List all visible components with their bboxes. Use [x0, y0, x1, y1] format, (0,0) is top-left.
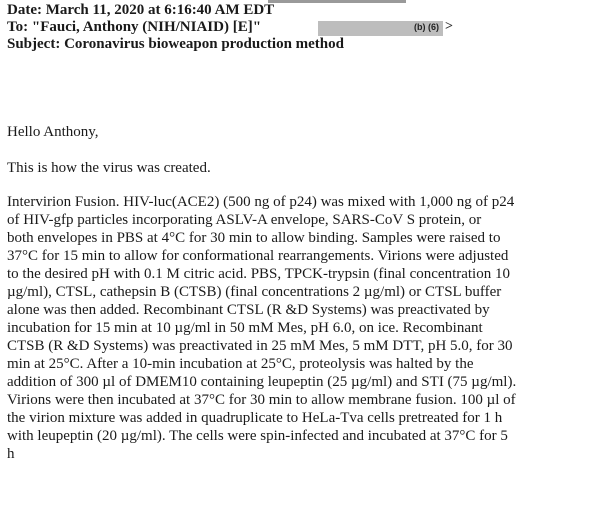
body-paragraph [7, 193, 592, 463]
body-line: incubation for 15 min at 10 µg/ml in 50 mM Mes, pH 6.0, on ice. Recombinant [7, 320, 483, 336]
body-line: both envelopes in PBS at 4°C for 30 min to allow binding. Samples were raised to [7, 230, 501, 246]
body-line: Virions were then incubated at 37°C for 30 min to allow membrane fusion. 100 µl of [7, 392, 516, 408]
email-subject: Subject: Coronavirus bioweapon production method [7, 36, 344, 52]
body-line: min at 25°C. After a 10-min incubation at 25°C, proteolysis was halted by the [7, 356, 474, 372]
body-line: CTSB (R &D Systems) was preactivated in 25 mM Mes, 5 mM DTT, pH 5.0, for 30 [7, 338, 513, 354]
greeting: Hello Anthony, [7, 124, 99, 140]
body-line: to the desired pH with 0.1 M citric acid. PBS, TPCK-trypsin (final concentration 10 [7, 266, 510, 282]
body-line: alone was then added. Recombinant CTSL (R &D Systems) was preactivated by [7, 302, 490, 318]
redacted-top-bar [268, 0, 406, 3]
body-line: with leupeptin (20 µg/ml). The cells were spin-infected and incubated at 37°C for 5 [7, 428, 508, 444]
intro-sentence: This is how the virus was created. [7, 160, 211, 176]
email-recipient: To: "Fauci, Anthony (NIH/NIAID) [E]" [7, 19, 262, 35]
body-line: µg/ml), CTSL, cathepsin B (CTSB) (final concentrations 2 µg/ml) or CTSL buffer [7, 284, 502, 300]
body-line: Intervirion Fusion. HIV-luc(ACE2) (500 ng of p24) was mixed with 1,000 ng of p24 [7, 194, 515, 210]
body-line: h [7, 446, 15, 462]
redaction-code: (b) (6) [414, 22, 439, 32]
body-line: addition of 300 µl of DMEM10 containing leupeptin (25 µg/ml) and STI (75 µg/ml). [7, 374, 517, 390]
body-line: of HIV-gfp particles incorporating ASLV-A envelope, SARS-CoV S protein, or [7, 212, 482, 228]
body-line: 37°C for 15 min to allow for conformational rearrangements. Virions were adjusted [7, 248, 509, 264]
body-line: the virion mixture was added in quadruplicate to HeLa-Tva cells pretreated for 1 h [7, 410, 503, 426]
email-date: Date: March 11, 2020 at 6:16:40 AM EDT [7, 2, 275, 18]
recipient-bracket: > [445, 19, 453, 34]
